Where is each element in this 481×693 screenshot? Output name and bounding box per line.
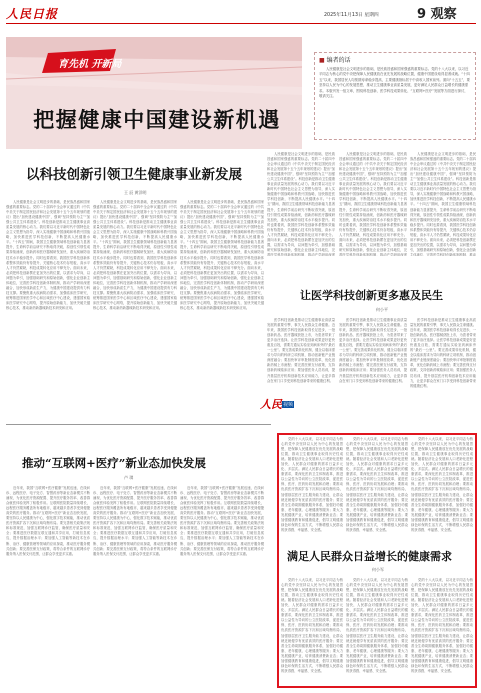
article-4-col-1: 党的十八大以来，以习近平同志为核心的党中央坚持以人民为中心的发展思想，把保障人民健康放在优先发展的战略位置，推动卫生健康事业取得历史性成就。随着经济社会发展和人口老龄化进程加快，人民群众对健康的需求日益多元化、多层次。满足人民群众日益增长的健康需求，要深化医药卫生体制改革，推进以公益性为导向的公立医院改革，促进医保、医疗、医药协同发展和治理；要推动优质医疗资源扩容下沉和区域均衡布局，加强基层医疗卫生服务能力建设，让群众就近就便享有优质高效的医疗服务；要完善全生命周期健康服务体系，加强妇幼健康、老年健康、心理健康等服务；要大力发展健康产业，培育健康消费新业态；要加强健康教育和健康促进，倡导文明健康绿色环保的生活方式，不断增强人民群众的获得感、幸福感、安全感。 bbox=[281, 437, 343, 532]
article-4-col-2: 党的十八大以来，以习近平同志为核心的党中央坚持以人民为中心的发展思想，把保障人民健康放在优先发展的战略位置，推动卫生健康事业取得历史性成就。随着经济社会发展和人口老龄化进程加快，人民群众对健康的需求日益多元化、多层次。满足人民群众日益增长的健康需求，要深化医药卫生体制改革，推进以公益性为导向的公立医院改革，促进医保、医疗、医药协同发展和治理；要推动优质医疗资源扩容下沉和区域均衡布局，加强基层医疗卫生服务能力建设，让群众就近就便享有优质高效的医疗服务；要完善全生命周期健康服务体系，加强妇幼健康、老年健康、心理健康等服务；要大力发展健康产业，培育健康消费新业态；要加强健康教育和健康促进，倡导文明健康绿色环保的生活方式，不断增强人民群众的获得感、幸福感、安全感。 bbox=[346, 437, 408, 532]
editors-note bbox=[314, 52, 476, 140]
masthead bbox=[6, 4, 476, 24]
article-4-title: 满足人民群众日益增长的健康需求 bbox=[287, 550, 452, 563]
banner-tag: 育先机 开新局 bbox=[58, 59, 122, 70]
editors-note-text: 人民健康是社会文明进步的基础，是民族昌盛和国家强盛的重要标志。党的十八大以来，以习近平同志为核心的党中央把保障人民健康放在优先发展的战略位置，健康中国建设取得显著成就。“十四五”以来，我国居民人均预期寿命稳步提高，主要健康指标居于中高收入国家前列。面向“十五五”，要坚持以人民为中心的发展思想，推动卫生健康事业高质量发展，更好满足人民群众日益增长的健康需求。本版刊发一组文章，围绕科技创新、医学科技成果转化、“互联网+医疗”发展等方面进行探讨，敬请关注。 bbox=[319, 67, 471, 99]
article-3-col-2: 近年来，我国“互联网+医疗健康”发展迅速，在线问诊、远程医疗、电子处方、智慧药房等新业态新模式不断涌现，为优化医疗资源配置、提升医疗服务效率、改善群众就医体验发挥了积极作用。互联网医院数量持续增长，远程医疗服务覆盖所有地级市，越来越多患者享受到便捷高效的医疗服务。推动“互联网+医疗”新业态加快发展，要坚持以人民健康为中心，强化数字技术赋能，推动优质医疗资源扩容下沉和区域均衡布局。要完善相关政策法规和标准规范，加强互联网诊疗监管，确保医疗质量和安全；要推进医疗数据互联互通和共享应用，打破信息孤岛，提升数据治理水平；要加强人工智能等新技术在诊断、治疗、健康管理等领域的应用探索，推动医疗服务模式创新；要完善医保支付政策，将符合条件的互联网诊疗服务纳入医保支付范围，让群众享受更多实惠。 bbox=[93, 486, 177, 556]
article-2-byline: 何小平 bbox=[376, 307, 388, 312]
highlight-box bbox=[277, 433, 477, 688]
newspaper-logo: 人民日报 bbox=[6, 7, 59, 21]
article-1-byline: 王 辰 黄洋明 bbox=[124, 190, 147, 195]
article-3-col-1: 近年来，我国“互联网+医疗健康”发展迅速，在线问诊、远程医疗、电子处方、智慧药房等新业态新模式不断涌现，为优化医疗资源配置、提升医疗服务效率、改善群众就医体验发挥了积极作用。互联网医院数量持续增长，远程医疗服务覆盖所有地级市，越来越多患者享受到便捷高效的医疗服务。推动“互联网+医疗”新业态加快发展，要坚持以人民健康为中心，强化数字技术赋能，推动优质医疗资源扩容下沉和区域均衡布局。要完善相关政策法规和标准规范，加强互联网诊疗监管，确保医疗质量和安全；要推进医疗数据互联互通和共享应用，打破信息孤岛，提升数据治理水平；要加强人工智能等新技术在诊断、治疗、健康管理等领域的应用探索，推动医疗服务模式创新；要完善医保支付政策，将符合条件的互联网诊疗服务纳入医保支付范围，让群众享受更多实惠。 bbox=[6, 486, 90, 556]
article-4-col-4: 党的十八大以来，以习近平同志为核心的党中央坚持以人民为中心的发展思想，把保障人民健康放在优先发展的战略位置，推动卫生健康事业取得历史性成就。随着经济社会发展和人口老龄化进程加快，人民群众对健康的需求日益多元化、多层次。满足人民群众日益增长的健康需求，要深化医药卫生体制改革，推进以公益性为导向的公立医院改革，促进医保、医疗、医药协同发展和治理；要推动优质医疗资源扩容下沉和区域均衡布局，加强基层医疗卫生服务能力建设，让群众就近就便享有优质高效的医疗服务；要完善全生命周期健康服务体系，加强妇幼健康、老年健康、心理健康等服务；要大力发展健康产业，培育健康消费新业态；要加强健康教育和健康促进，倡导文明健康绿色环保的生活方式，不断增强人民群众的获得感、幸福感、安全感。 bbox=[281, 578, 343, 673]
article-3-col-3: 近年来，我国“互联网+医疗健康”发展迅速，在线问诊、远程医疗、电子处方、智慧药房等新业态新模式不断涌现，为优化医疗资源配置、提升医疗服务效率、改善群众就医体验发挥了积极作用。互联网医院数量持续增长，远程医疗服务覆盖所有地级市，越来越多患者享受到便捷高效的医疗服务。推动“互联网+医疗”新业态加快发展，要坚持以人民健康为中心，强化数字技术赋能，推动优质医疗资源扩容下沉和区域均衡布局。要完善相关政策法规和标准规范，加强互联网诊疗监管，确保医疗质量和安全；要推进医疗数据互联互通和共享应用，打破信息孤岛，提升数据治理水平；要加强人工智能等新技术在诊断、治疗、健康管理等领域的应用探索，推动医疗服务模式创新；要完善医保支付政策，将符合条件的互联网诊疗服务纳入医保支付范围，让群众享受更多实惠。 bbox=[180, 486, 264, 556]
article-1-col-6: 人民健康是社会文明进步的基础，是民族昌盛和国家强盛的重要标志。党的二十届四中全会审议通过的《中共中央关于制定国民经济和社会发展第十五个五年规划的建议》提出“加快建设健康中国”，强调“坚持预防为主”“加强公共卫生体系建设”。科技创新是推动卫生健康事业高质量发展的核心动力。我们要以习近平新时代中国特色社会主义思想为指导，深入实施健康中国战略和科教兴国战略，加快推进医学科技创新，不断提高人民健康水平。“十四五”期间，我国卫生健康领域科技创新能力显著提升，生命科学前沿研究不断取得突破，原创性引领性成果持续涌现，创新药和医疗器械研发加快，重大疾病防治技术水平稳步提升。同时也要看到，我国医学科技创新体系整体效能仍有待提升，关键核心技术仍存短板，高水平人才仍然紧缺，科技成果转化应用不够充分。面向未来，必须把科技创新摆在更加突出的位置，以需求为导向，以问题为牵引，加强基础研究和原始创新，强化企业创新主体地位，完善医学科技创新体制机制，推动 bbox=[410, 152, 476, 256]
article-3-byline: 卢 琪 bbox=[124, 475, 134, 480]
article-2-title: 让医学科技创新更多惠及民生 bbox=[300, 289, 443, 302]
article-2-col-1: 医学科技创新是推动卫生健康事业高质量发展的重要引擎，事关人民群众生命健康。近年来，我国医学科技创新取得长足进步，一批创新药品、医疗器械获批上市，为患者带来了更多治疗选择。让医学科技创新成果更好更快惠及百姓，需要打通从实验室到病床旁的“最后一公里”。要完善成果转化机制，健全以临床需求为导向的科研立项机制，推动创新链产业链深度融合；要加快审评审批制度改革，优化创新药械上市流程；要完善医保支付政策，支持创新药械临床应用；要加强医务人员培训，提升基层医疗机构创新技术应用能力，让更多群众在家门口享受到科技创新带来的健康红利。 bbox=[267, 318, 335, 383]
article-4-col-6: 党的十八大以来，以习近平同志为核心的党中央坚持以人民为中心的发展思想，把保障人民健康放在优先发展的战略位置，推动卫生健康事业取得历史性成就。随着经济社会发展和人口老龄化进程加快，人民群众对健康的需求日益多元化、多层次。满足人民群众日益增长的健康需求，要深化医药卫生体制改革，推进以公益性为导向的公立医院改革，促进医保、医疗、医药协同发展和治理；要推动优质医疗资源扩容下沉和区域均衡布局，加强基层医疗卫生服务能力建设，让群众就近就便享有优质高效的医疗服务；要完善全生命周期健康服务体系，加强妇幼健康、老年健康、心理健康等服务；要大力发展健康产业，培育健康消费新业态；要加强健康教育和健康促进，倡导文明健康绿色环保的生活方式，不断增强人民群众的获得感、幸福感、安全感。 bbox=[411, 578, 473, 673]
article-4-col-5: 党的十八大以来，以习近平同志为核心的党中央坚持以人民为中心的发展思想，把保障人民健康放在优先发展的战略位置，推动卫生健康事业取得历史性成就。随着经济社会发展和人口老龄化进程加快，人民群众对健康的需求日益多元化、多层次。满足人民群众日益增长的健康需求，要深化医药卫生体制改革，推进以公益性为导向的公立医院改革，促进医保、医疗、医药协同发展和治理；要推动优质医疗资源扩容下沉和区域均衡布局，加强基层医疗卫生服务能力建设，让群众就近就便享有优质高效的医疗服务；要完善全生命周期健康服务体系，加强妇幼健康、老年健康、心理健康等服务；要大力发展健康产业，培育健康消费新业态；要加强健康教育和健康促进，倡导文明健康绿色环保的生活方式，不断增强人民群众的获得感、幸福感、安全感。 bbox=[346, 578, 408, 673]
banner-title: 把握健康中国建设新机遇 bbox=[33, 108, 281, 132]
banner bbox=[6, 37, 302, 149]
article-2-col-2: 医学科技创新是推动卫生健康事业高质量发展的重要引擎，事关人民群众生命健康。近年来，我国医学科技创新取得长足进步，一批创新药品、医疗器械获批上市，为患者带来了更多治疗选择。让医学科技创新成果更好更快惠及百姓，需要打通从实验室到病床旁的“最后一公里”。要完善成果转化机制，健全以临床需求为导向的科研立项机制，推动创新链产业链深度融合；要加快审评审批制度改革，优化创新药械上市流程；要完善医保支付政策，支持创新药械临床应用；要加强医务人员培训，提升基层医疗机构创新技术应用能力，让更多群众在家门口享受到科技创新带来的健康红利。 bbox=[339, 318, 407, 383]
section-divider bbox=[6, 424, 271, 425]
article-4-col-3: 党的十八大以来，以习近平同志为核心的党中央坚持以人民为中心的发展思想，把保障人民健康放在优先发展的战略位置，推动卫生健康事业取得历史性成就。随着经济社会发展和人口老龄化进程加快，人民群众对健康的需求日益多元化、多层次。满足人民群众日益增长的健康需求，要深化医药卫生体制改革，推进以公益性为导向的公立医院改革，促进医保、医疗、医药协同发展和治理；要推动优质医疗资源扩容下沉和区域均衡布局，加强基层医疗卫生服务能力建设，让群众就近就便享有优质高效的医疗服务；要完善全生命周期健康服务体系，加强妇幼健康、老年健康、心理健康等服务；要大力发展健康产业，培育健康消费新业态；要加强健康教育和健康促进，倡导文明健康绿色环保的生活方式，不断增强人民群众的获得感、幸福感、安全感。 bbox=[411, 437, 473, 532]
editors-note-title: ■ 编者的话 bbox=[319, 55, 471, 64]
article-1-title: 以科技创新引领卫生健康事业新发展 bbox=[26, 167, 242, 183]
article-2-col-3: 医学科技创新是推动卫生健康事业高质量发展的重要引擎，事关人民群众生命健康。近年来，我国医学科技创新取得长足进步，一批创新药品、医疗器械获批上市，为患者带来了更多治疗选择。让医学科技创新成果更好更快惠及百姓，需要打通从实验室到病床旁的“最后一公里”。要完善成果转化机制，健全以临床需求为导向的科研立项机制，推动创新链产业链深度融合；要加快审评审批制度改革，优化创新药械上市流程；要完善医保支付政策，支持创新药械临床应用；要加强医务人员培训，提升基层医疗机构创新技术应用能力，让更多群众在家门口享受到科技创新带来的健康红利。 bbox=[410, 318, 476, 388]
article-3-title: 推动“互联网+医疗”新业态加快发展 bbox=[22, 456, 206, 470]
article-1-col-4: 人民健康是社会文明进步的基础，是民族昌盛和国家强盛的重要标志。党的二十届四中全会审议通过的《中共中央关于制定国民经济和社会发展第十五个五年规划的建议》提出“加快建设健康中国”，强调“坚持预防为主”“加强公共卫生体系建设”。科技创新是推动卫生健康事业高质量发展的核心动力。我们要以习近平新时代中国特色社会主义思想为指导，深入实施健康中国战略和科教兴国战略，加快推进医学科技创新，不断提高人民健康水平。“十四五”期间，我国卫生健康领域科技创新能力显著提升，生命科学前沿研究不断取得突破，原创性引领性成果持续涌现，创新药和医疗器械研发加快，重大疾病防治技术水平稳步提升。同时也要看到，我国医学科技创新体系整体效能仍有待提升，关键核心技术仍存短板，高水平人才仍然紧缺，科技成果转化应用不够充分。面向未来，必须把科技创新摆在更加突出的位置，以需求为导向，以问题为牵引，加强基础研究和原始创新，强化企业创新主体地位，完善医学科技创新体制机制，推动产学研用深度 bbox=[267, 152, 335, 256]
article-1-col-3: 人民健康是社会文明进步的基础，是民族昌盛和国家强盛的重要标志。党的二十届四中全会审议通过的《中共中央关于制定国民经济和社会发展第十五个五年规划的建议》提出“加快建设健康中国”，强调“坚持预防为主”“加强公共卫生体系建设”。科技创新是推动卫生健康事业高质量发展的核心动力。我们要以习近平新时代中国特色社会主义思想为指导，深入实施健康中国战略和科教兴国战略，加快推进医学科技创新，不断提高人民健康水平。“十四五”期间，我国卫生健康领域科技创新能力显著提升，生命科学前沿研究不断取得突破，原创性引领性成果持续涌现，创新药和医疗器械研发加快，重大疾病防治技术水平稳步提升。同时也要看到，我国医学科技创新体系整体效能仍有待提升，关键核心技术仍存短板，高水平人才仍然紧缺，科技成果转化应用不够充分。面向未来，必须把科技创新摆在更加突出的位置，以需求为导向，以问题为牵引，加强基础研究和原始创新，强化企业创新主体地位，完善医学科技创新体制机制，推动产学研用深度融合，加快形成新质生产力，为健康中国建设提供有力科技支撑。要聚焦重大疾病防治需求，加强临床医学研究，统筹推进国家医学中心和区域医疗中心建设，建强国家临床医学研究中心网络，提升原始创新能力，加快突破关键核心技术，推动新药新器械新技术研发和应用。 bbox=[180, 200, 264, 310]
dateline: 2025年11月13日 星期四 bbox=[324, 13, 379, 18]
peoples-daily-video-logo: 人民 视频 bbox=[260, 398, 294, 411]
article-1-col-1: 人民健康是社会文明进步的基础，是民族昌盛和国家强盛的重要标志。党的二十届四中全会审议通过的《中共中央关于制定国民经济和社会发展第十五个五年规划的建议》提出“加快建设健康中国”，强调“坚持预防为主”“加强公共卫生体系建设”。科技创新是推动卫生健康事业高质量发展的核心动力。我们要以习近平新时代中国特色社会主义思想为指导，深入实施健康中国战略和科教兴国战略，加快推进医学科技创新，不断提高人民健康水平。“十四五”期间，我国卫生健康领域科技创新能力显著提升，生命科学前沿研究不断取得突破，原创性引领性成果持续涌现，创新药和医疗器械研发加快，重大疾病防治技术水平稳步提升。同时也要看到，我国医学科技创新体系整体效能仍有待提升，关键核心技术仍存短板，高水平人才仍然紧缺，科技成果转化应用不够充分。面向未来，必须把科技创新摆在更加突出的位置，以需求为导向，以问题为牵引，加强基础研究和原始创新，强化企业创新主体地位，完善医学科技创新体制机制，推动产学研用深度融合，加快形成新质生产力，为健康中国建设提供有力科技支撑。要聚焦重大疾病防治需求，加强临床医学研究，统筹推进国家医学中心和区域医疗中心建设，建强国家临床医学研究中心网络，提升原始创新能力，加快突破关键核心技术，推动新药新器械新技术研发和应用。 bbox=[6, 200, 90, 310]
article-1-col-5: 人民健康是社会文明进步的基础，是民族昌盛和国家强盛的重要标志。党的二十届四中全会审议通过的《中共中央关于制定国民经济和社会发展第十五个五年规划的建议》提出“加快建设健康中国”，强调“坚持预防为主”“加强公共卫生体系建设”。科技创新是推动卫生健康事业高质量发展的核心动力。我们要以习近平新时代中国特色社会主义思想为指导，深入实施健康中国战略和科教兴国战略，加快推进医学科技创新，不断提高人民健康水平。“十四五”期间，我国卫生健康领域科技创新能力显著提升，生命科学前沿研究不断取得突破，原创性引领性成果持续涌现，创新药和医疗器械研发加快，重大疾病防治技术水平稳步提升。同时也要看到，我国医学科技创新体系整体效能仍有待提升，关键核心技术仍存短板，高水平人才仍然紧缺，科技成果转化应用不够充分。面向未来，必须把科技创新摆在更加突出的位置，以需求为导向，以问题为牵引，加强基础研究和原始创新，强化企业创新主体地位，完善医学科技创新体制机制，推动产学研用深度 bbox=[339, 152, 407, 256]
page-number: 9 观察 bbox=[417, 7, 457, 22]
article-1-col-2: 人民健康是社会文明进步的基础，是民族昌盛和国家强盛的重要标志。党的二十届四中全会审议通过的《中共中央关于制定国民经济和社会发展第十五个五年规划的建议》提出“加快建设健康中国”，强调“坚持预防为主”“加强公共卫生体系建设”。科技创新是推动卫生健康事业高质量发展的核心动力。我们要以习近平新时代中国特色社会主义思想为指导，深入实施健康中国战略和科教兴国战略，加快推进医学科技创新，不断提高人民健康水平。“十四五”期间，我国卫生健康领域科技创新能力显著提升，生命科学前沿研究不断取得突破，原创性引领性成果持续涌现，创新药和医疗器械研发加快，重大疾病防治技术水平稳步提升。同时也要看到，我国医学科技创新体系整体效能仍有待提升，关键核心技术仍存短板，高水平人才仍然紧缺，科技成果转化应用不够充分。面向未来，必须把科技创新摆在更加突出的位置，以需求为导向，以问题为牵引，加强基础研究和原始创新，强化企业创新主体地位，完善医学科技创新体制机制，推动产学研用深度融合，加快形成新质生产力，为健康中国建设提供有力科技支撑。要聚焦重大疾病防治需求，加强临床医学研究，统筹推进国家医学中心和区域医疗中心建设，建强国家临床医学研究中心网络，提升原始创新能力，加快突破关键核心技术，推动新药新器械新技术研发和应用。 bbox=[93, 200, 177, 310]
article-4-byline: 何小军 bbox=[372, 567, 384, 572]
